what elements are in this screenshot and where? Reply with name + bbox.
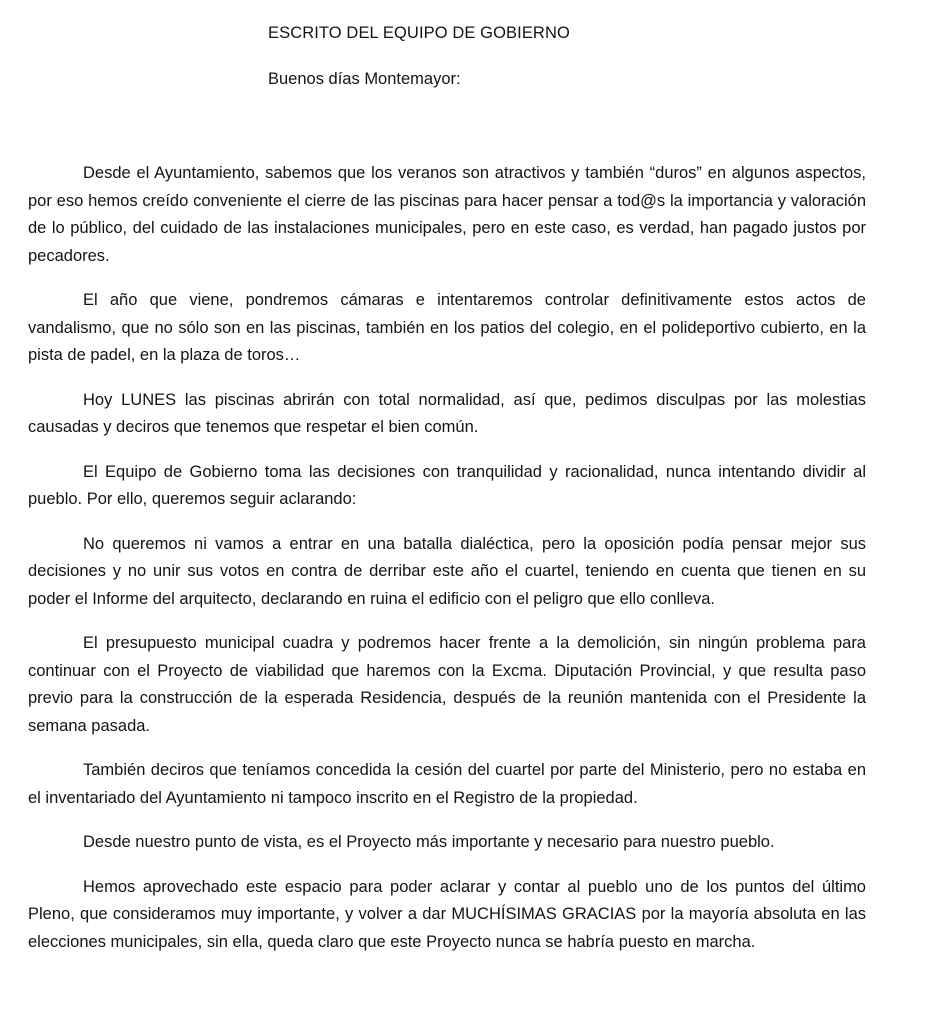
paragraph-9: Hemos aprovechado este espacio para poder aclarar y contar al pueblo uno de los puntos del último Pleno, que consideramos muy importante, y volver a dar MUCHÍSIMAS GRACIAS por la mayoría absoluta en las elecciones municipales, sin ella, queda claro que este Proyecto nunca se habría puesto en marcha. [28,877,866,951]
paragraph-6: El presupuesto municipal cuadra y podremos hacer frente a la demolición, sin ningún problema para continuar con el Proyecto de viabilidad que haremos con la Excma. Diputación Provincial, y que resulta paso previo para la construcción de la esperada Residencia, después de la reunión mantenida con el Presidente la semana pasada. [28,634,866,735]
paragraph-2: El año que viene, pondremos cámaras e intentaremos controlar definitivamente estos actos de vandalismo, que no sólo son en las piscinas, también en los patios del colegio, en el polideportivo cubierto, en la pista de padel, en la plaza de toros… [28,291,866,364]
document-title: ESCRITO DEL EQUIPO DE GOBIERNO [268,24,570,42]
paragraph-1: Desde el Ayuntamiento, sabemos que los veranos son atractivos y también “duros” en algunos aspectos, por eso hemos creído conveniente el cierre de las piscinas para hacer pensar a tod@s la importancia y valoración de lo público, del cuidado de las instalaciones municipales, pero en este caso, es verdad, han pagado justos por pecadores. [28,164,866,265]
document-greeting: Buenos días Montemayor: [268,70,461,88]
paragraph-3: Hoy LUNES las piscinas abrirán con total normalidad, así que, pedimos disculpas por las molestias causadas y deciros que tenemos que respetar el bien común. [28,390,866,436]
paragraph-5: No queremos ni vamos a entrar en una batalla dialéctica, pero la oposición podía pensar mejor sus decisiones y no unir sus votos en contra de derribar este año el cuartel, teniendo en cuenta que tienen en su poder el Informe del arquitecto, declarando en ruina el edificio con el peligro que ello conlleva. [28,534,866,608]
paragraph-8: Desde nuestro punto de vista, es el Proyecto más importante y necesario para nuestro pueblo. [83,833,775,851]
paragraph-4: El Equipo de Gobierno toma las decisiones con tranquilidad y racionalidad, nunca intentando dividir al pueblo. Por ello, queremos seguir aclarando: [28,462,866,508]
paragraph-7: También deciros que teníamos concedida la cesión del cuartel por parte del Ministerio, pero no estaba en el inventariado del Ayuntamiento ni tampoco inscrito en el Registro de la propiedad. [28,761,866,807]
document-body [28,160,866,973]
